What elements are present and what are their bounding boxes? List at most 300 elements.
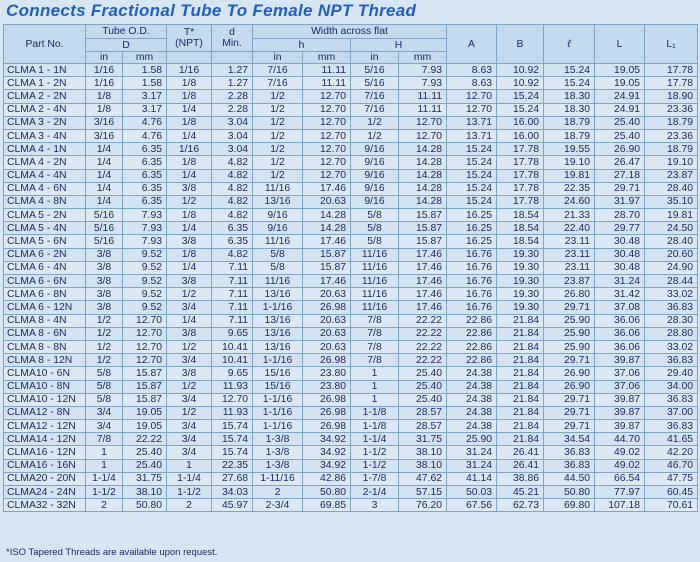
cell-h-small-in: 11/16 xyxy=(253,235,303,248)
cell-tube-od-in: 1/8 xyxy=(86,103,123,116)
cell-d-min: 6.35 xyxy=(212,235,253,248)
cell-l-script: 29.71 xyxy=(544,354,595,367)
cell-part-no: CLMA 5 - 2N xyxy=(4,209,86,222)
cell-d-min: 4.82 xyxy=(212,156,253,169)
cell-a: 16.25 xyxy=(447,209,497,222)
cell-h-small-in: 1-11/16 xyxy=(253,472,303,485)
cell-l1: 29.40 xyxy=(645,367,698,380)
cell-l: 37.06 xyxy=(595,380,645,393)
cell-l-script: 18.79 xyxy=(544,116,595,129)
cell-h-small-mm: 17.46 xyxy=(303,235,351,248)
cell-h-large-mm: 17.46 xyxy=(399,275,447,288)
cell-tube-od-in: 1/4 xyxy=(86,156,123,169)
cell-h-small-mm: 23.80 xyxy=(303,367,351,380)
cell-h-small-in: 1/2 xyxy=(253,129,303,142)
cell-tube-od-in: 5/8 xyxy=(86,393,123,406)
cell-d-min: 12.70 xyxy=(212,393,253,406)
cell-h-small-mm: 15.87 xyxy=(303,261,351,274)
header-h-small-mm: mm xyxy=(303,52,351,64)
cell-part-no: CLMA 2 - 2N xyxy=(4,90,86,103)
cell-l1: 24.50 xyxy=(645,222,698,235)
cell-d-min: 4.82 xyxy=(212,169,253,182)
cell-l: 37.06 xyxy=(595,367,645,380)
cell-h-small-in: 11/16 xyxy=(253,275,303,288)
cell-l1: 33.02 xyxy=(645,288,698,301)
table-row xyxy=(4,103,698,116)
cell-b: 16.00 xyxy=(497,129,544,142)
cell-b: 19.30 xyxy=(497,261,544,274)
cell-a: 13.71 xyxy=(447,129,497,142)
cell-d-min: 4.82 xyxy=(212,195,253,208)
cell-h-small-mm: 12.70 xyxy=(303,143,351,156)
cell-l-script: 36.83 xyxy=(544,446,595,459)
header-tube-in: in xyxy=(86,52,123,64)
cell-tube-od-mm: 9.52 xyxy=(123,288,167,301)
cell-h-large-mm: 17.46 xyxy=(399,248,447,261)
cell-l-script: 23.11 xyxy=(544,235,595,248)
table-row xyxy=(4,195,698,208)
cell-l-script: 29.71 xyxy=(544,420,595,433)
cell-h-large-mm: 38.10 xyxy=(399,459,447,472)
cell-a: 31.24 xyxy=(447,459,497,472)
cell-h-small-in: 1/2 xyxy=(253,116,303,129)
cell-h-large-mm: 14.28 xyxy=(399,182,447,195)
cell-l-script: 22.40 xyxy=(544,222,595,235)
header-d-blank xyxy=(212,52,253,64)
cell-h-small-mm: 12.70 xyxy=(303,169,351,182)
table-row xyxy=(4,459,698,472)
cell-h-large-mm: 14.28 xyxy=(399,156,447,169)
cell-l: 19.05 xyxy=(595,77,645,90)
cell-l-script: 15.24 xyxy=(544,77,595,90)
header-part-no: Part No. xyxy=(4,25,86,64)
cell-part-no: CLMA10 - 8N xyxy=(4,380,86,393)
header-h-large-mm: mm xyxy=(399,52,447,64)
cell-tube-od-in: 1/4 xyxy=(86,169,123,182)
cell-tube-od-in: 1/2 xyxy=(86,354,123,367)
cell-l: 44.70 xyxy=(595,433,645,446)
cell-t-npt: 1/16 xyxy=(167,64,212,77)
cell-b: 15.24 xyxy=(497,90,544,103)
cell-h-large-mm: 17.46 xyxy=(399,261,447,274)
cell-b: 21.84 xyxy=(497,327,544,340)
cell-h-small-mm: 23.80 xyxy=(303,380,351,393)
cell-part-no: CLMA 6 - 6N xyxy=(4,275,86,288)
cell-h-large-mm: 57.15 xyxy=(399,486,447,499)
cell-l1: 35.10 xyxy=(645,195,698,208)
cell-t-npt: 3/4 xyxy=(167,393,212,406)
cell-part-no: CLMA 2 - 4N xyxy=(4,103,86,116)
cell-tube-od-mm: 6.35 xyxy=(123,169,167,182)
table-row xyxy=(4,499,698,512)
header-d-min xyxy=(212,25,253,52)
cell-l: 29.77 xyxy=(595,222,645,235)
specifications-table xyxy=(3,24,698,512)
cell-t-npt: 1/2 xyxy=(167,406,212,419)
cell-part-no: CLMA 4 - 2N xyxy=(4,156,86,169)
cell-b: 21.84 xyxy=(497,367,544,380)
cell-d-min: 2.28 xyxy=(212,103,253,116)
cell-h-large-mm: 22.22 xyxy=(399,314,447,327)
cell-l: 31.42 xyxy=(595,288,645,301)
cell-h-large-in: 7/8 xyxy=(351,354,399,367)
cell-b: 17.78 xyxy=(497,156,544,169)
cell-h-small-mm: 20.63 xyxy=(303,195,351,208)
cell-t-npt: 3/8 xyxy=(167,235,212,248)
cell-t-npt: 1/4 xyxy=(167,261,212,274)
cell-h-large-in: 7/8 xyxy=(351,327,399,340)
cell-tube-od-mm: 6.35 xyxy=(123,195,167,208)
cell-part-no: CLMA 6 - 8N xyxy=(4,288,86,301)
cell-a: 22.86 xyxy=(447,354,497,367)
cell-h-small-mm: 26.98 xyxy=(303,393,351,406)
cell-h-large-mm: 11.11 xyxy=(399,90,447,103)
cell-a: 41.14 xyxy=(447,472,497,485)
cell-h-small-in: 1/2 xyxy=(253,156,303,169)
cell-t-npt: 1/2 xyxy=(167,288,212,301)
cell-d-min: 4.82 xyxy=(212,209,253,222)
cell-h-small-in: 1-1/16 xyxy=(253,406,303,419)
page-title: Connects Fractional Tube To Female NPT Thread xyxy=(6,1,417,20)
cell-h-large-mm: 38.10 xyxy=(399,446,447,459)
cell-tube-od-in: 1/16 xyxy=(86,64,123,77)
header-width-across-flat: Width across flat xyxy=(253,25,447,39)
cell-l1: 28.40 xyxy=(645,182,698,195)
cell-l-script: 29.71 xyxy=(544,301,595,314)
cell-l-script: 26.90 xyxy=(544,367,595,380)
cell-b: 21.84 xyxy=(497,380,544,393)
cell-a: 16.76 xyxy=(447,248,497,261)
cell-l1: 41.65 xyxy=(645,433,698,446)
cell-d-min: 15.74 xyxy=(212,420,253,433)
cell-d-min: 3.04 xyxy=(212,129,253,142)
cell-a: 24.38 xyxy=(447,420,497,433)
cell-tube-od-mm: 12.70 xyxy=(123,314,167,327)
cell-d-min: 10.41 xyxy=(212,340,253,353)
cell-d-min: 15.74 xyxy=(212,446,253,459)
cell-tube-od-in: 1/16 xyxy=(86,77,123,90)
cell-h-small-mm: 26.98 xyxy=(303,406,351,419)
cell-tube-od-mm: 19.05 xyxy=(123,406,167,419)
cell-b: 45.21 xyxy=(497,486,544,499)
header-l: L xyxy=(595,25,645,64)
cell-l-script: 19.81 xyxy=(544,169,595,182)
cell-h-small-in: 13/16 xyxy=(253,288,303,301)
cell-h-large-in: 1-1/8 xyxy=(351,406,399,419)
cell-h-small-mm: 12.70 xyxy=(303,156,351,169)
cell-t-npt: 3/8 xyxy=(167,327,212,340)
cell-a: 15.24 xyxy=(447,143,497,156)
cell-b: 19.30 xyxy=(497,248,544,261)
cell-a: 22.86 xyxy=(447,327,497,340)
cell-b: 21.84 xyxy=(497,433,544,446)
cell-a: 15.24 xyxy=(447,195,497,208)
cell-l1: 70.61 xyxy=(645,499,698,512)
cell-l1: 36.83 xyxy=(645,393,698,406)
cell-l: 29.71 xyxy=(595,182,645,195)
table-row xyxy=(4,327,698,340)
cell-t-npt: 1/8 xyxy=(167,209,212,222)
table-row xyxy=(4,156,698,169)
cell-tube-od-in: 1/8 xyxy=(86,90,123,103)
cell-l: 77.97 xyxy=(595,486,645,499)
cell-part-no: CLMA24 - 24N xyxy=(4,486,86,499)
cell-h-small-in: 13/16 xyxy=(253,327,303,340)
cell-h-large-mm: 15.87 xyxy=(399,235,447,248)
cell-tube-od-mm: 3.17 xyxy=(123,90,167,103)
cell-b: 21.84 xyxy=(497,393,544,406)
cell-t-npt: 1/2 xyxy=(167,380,212,393)
cell-l: 30.48 xyxy=(595,235,645,248)
table-row xyxy=(4,275,698,288)
cell-h-small-in: 1/2 xyxy=(253,143,303,156)
cell-l: 26.90 xyxy=(595,143,645,156)
table-row xyxy=(4,420,698,433)
cell-l: 39.87 xyxy=(595,393,645,406)
cell-h-small-in: 15/16 xyxy=(253,367,303,380)
cell-h-small-in: 13/16 xyxy=(253,314,303,327)
cell-l1: 36.83 xyxy=(645,301,698,314)
cell-tube-od-in: 5/16 xyxy=(86,222,123,235)
cell-tube-od-mm: 12.70 xyxy=(123,354,167,367)
cell-l1: 47.75 xyxy=(645,472,698,485)
cell-tube-od-mm: 15.87 xyxy=(123,367,167,380)
cell-h-small-in: 15/16 xyxy=(253,380,303,393)
header-h-small-in: in xyxy=(253,52,303,64)
cell-l: 39.87 xyxy=(595,406,645,419)
cell-t-npt: 1/2 xyxy=(167,340,212,353)
cell-h-small-mm: 12.70 xyxy=(303,90,351,103)
cell-l: 30.48 xyxy=(595,248,645,261)
header-h-small: h xyxy=(253,39,351,52)
header-t-symbol: T* xyxy=(183,27,195,38)
cell-h-large-in: 11/16 xyxy=(351,248,399,261)
cell-tube-od-mm: 50.80 xyxy=(123,499,167,512)
cell-part-no: CLMA 3 - 4N xyxy=(4,129,86,142)
header-b: B xyxy=(497,25,544,64)
cell-h-large-in: 9/16 xyxy=(351,195,399,208)
cell-h-large-in: 5/16 xyxy=(351,64,399,77)
cell-a: 15.24 xyxy=(447,182,497,195)
cell-a: 24.38 xyxy=(447,367,497,380)
table-row xyxy=(4,90,698,103)
cell-a: 16.76 xyxy=(447,301,497,314)
cell-a: 13.71 xyxy=(447,116,497,129)
cell-h-large-in: 11/16 xyxy=(351,275,399,288)
cell-a: 67.56 xyxy=(447,499,497,512)
cell-a: 8.63 xyxy=(447,64,497,77)
cell-t-npt: 3/4 xyxy=(167,301,212,314)
cell-h-small-mm: 26.98 xyxy=(303,420,351,433)
cell-h-small-mm: 14.28 xyxy=(303,209,351,222)
cell-h-large-in: 1 xyxy=(351,367,399,380)
cell-h-small-mm: 34.92 xyxy=(303,446,351,459)
header-t-npt-sub: (NPT) xyxy=(175,38,203,49)
cell-h-small-mm: 12.70 xyxy=(303,116,351,129)
cell-d-min: 11.93 xyxy=(212,406,253,419)
cell-d-min: 15.74 xyxy=(212,433,253,446)
cell-h-small-in: 7/16 xyxy=(253,77,303,90)
cell-h-large-in: 5/8 xyxy=(351,235,399,248)
table-row xyxy=(4,129,698,142)
cell-l-script: 24.60 xyxy=(544,195,595,208)
cell-t-npt: 1-1/4 xyxy=(167,472,212,485)
cell-part-no: CLMA14 - 12N xyxy=(4,433,86,446)
cell-l: 36.06 xyxy=(595,314,645,327)
cell-l1: 28.30 xyxy=(645,314,698,327)
cell-l: 24.91 xyxy=(595,90,645,103)
header-d-min-sub: Min. xyxy=(222,38,242,49)
cell-l-script: 34.54 xyxy=(544,433,595,446)
cell-h-large-mm: 12.70 xyxy=(399,116,447,129)
table-row xyxy=(4,261,698,274)
cell-d-min: 7.11 xyxy=(212,301,253,314)
cell-a: 25.90 xyxy=(447,433,497,446)
cell-l: 28.70 xyxy=(595,209,645,222)
cell-l-script: 25.90 xyxy=(544,340,595,353)
table-row xyxy=(4,182,698,195)
cell-l-script: 23.87 xyxy=(544,275,595,288)
cell-h-small-mm: 34.92 xyxy=(303,433,351,446)
cell-h-large-mm: 22.22 xyxy=(399,354,447,367)
cell-l1: 23.87 xyxy=(645,169,698,182)
cell-l: 27.18 xyxy=(595,169,645,182)
cell-tube-od-mm: 6.35 xyxy=(123,143,167,156)
cell-tube-od-mm: 4.76 xyxy=(123,116,167,129)
cell-h-small-mm: 20.63 xyxy=(303,327,351,340)
cell-h-large-mm: 17.46 xyxy=(399,288,447,301)
cell-part-no: CLMA 8 - 6N xyxy=(4,327,86,340)
table-row xyxy=(4,314,698,327)
cell-h-small-mm: 69.85 xyxy=(303,499,351,512)
cell-l-script: 23.11 xyxy=(544,248,595,261)
cell-t-npt: 1/8 xyxy=(167,248,212,261)
cell-tube-od-in: 1-1/2 xyxy=(86,486,123,499)
header-tube-mm: mm xyxy=(123,52,167,64)
cell-h-large-mm: 14.28 xyxy=(399,169,447,182)
cell-part-no: CLMA 8 - 8N xyxy=(4,340,86,353)
table-row xyxy=(4,64,698,77)
cell-b: 62.73 xyxy=(497,499,544,512)
cell-tube-od-mm: 9.52 xyxy=(123,248,167,261)
header-a: A xyxy=(447,25,497,64)
cell-h-small-in: 1-3/8 xyxy=(253,433,303,446)
cell-h-small-in: 9/16 xyxy=(253,209,303,222)
cell-a: 22.86 xyxy=(447,314,497,327)
table-body xyxy=(4,64,698,512)
cell-a: 16.76 xyxy=(447,288,497,301)
cell-h-large-mm: 28.57 xyxy=(399,406,447,419)
cell-l: 31.97 xyxy=(595,195,645,208)
cell-h-large-mm: 14.28 xyxy=(399,195,447,208)
cell-l-script: 18.30 xyxy=(544,90,595,103)
cell-h-small-in: 1-3/8 xyxy=(253,459,303,472)
cell-l-script: 18.79 xyxy=(544,129,595,142)
cell-h-small-mm: 20.63 xyxy=(303,288,351,301)
cell-t-npt: 1 xyxy=(167,459,212,472)
cell-t-npt: 1/4 xyxy=(167,129,212,142)
cell-tube-od-mm: 19.05 xyxy=(123,420,167,433)
cell-l1: 28.40 xyxy=(645,235,698,248)
cell-h-small-mm: 17.46 xyxy=(303,182,351,195)
cell-b: 17.78 xyxy=(497,195,544,208)
cell-tube-od-in: 1/4 xyxy=(86,143,123,156)
cell-tube-od-in: 3/16 xyxy=(86,116,123,129)
table-row xyxy=(4,340,698,353)
cell-part-no: CLMA10 - 6N xyxy=(4,367,86,380)
cell-tube-od-in: 1/4 xyxy=(86,182,123,195)
cell-b: 21.84 xyxy=(497,420,544,433)
cell-d-min: 1.27 xyxy=(212,77,253,90)
cell-h-small-mm: 42.86 xyxy=(303,472,351,485)
cell-l: 30.48 xyxy=(595,261,645,274)
cell-l-script: 23.11 xyxy=(544,261,595,274)
cell-a: 31.24 xyxy=(447,446,497,459)
cell-h-small-in: 9/16 xyxy=(253,222,303,235)
cell-h-small-mm: 12.70 xyxy=(303,103,351,116)
cell-t-npt: 3/4 xyxy=(167,446,212,459)
cell-h-large-in: 2-1/4 xyxy=(351,486,399,499)
cell-h-small-in: 1-1/16 xyxy=(253,354,303,367)
cell-d-min: 4.82 xyxy=(212,248,253,261)
cell-h-large-in: 11/16 xyxy=(351,288,399,301)
table-row xyxy=(4,301,698,314)
cell-tube-od-mm: 7.93 xyxy=(123,222,167,235)
cell-tube-od-in: 3/8 xyxy=(86,275,123,288)
cell-l: 39.87 xyxy=(595,420,645,433)
cell-t-npt: 1/4 xyxy=(167,169,212,182)
cell-l-script: 44.50 xyxy=(544,472,595,485)
header-t-npt xyxy=(167,25,212,52)
cell-h-large-in: 7/16 xyxy=(351,103,399,116)
cell-h-small-mm: 26.98 xyxy=(303,301,351,314)
cell-b: 19.30 xyxy=(497,301,544,314)
cell-part-no: CLMA 6 - 2N xyxy=(4,248,86,261)
cell-tube-od-in: 1-1/4 xyxy=(86,472,123,485)
cell-d-min: 45.97 xyxy=(212,499,253,512)
cell-tube-od-mm: 12.70 xyxy=(123,340,167,353)
cell-part-no: CLMA12 - 8N xyxy=(4,406,86,419)
cell-tube-od-mm: 22.22 xyxy=(123,433,167,446)
cell-tube-od-mm: 1.58 xyxy=(123,77,167,90)
cell-d-min: 7.11 xyxy=(212,288,253,301)
cell-tube-od-in: 3/16 xyxy=(86,129,123,142)
cell-tube-od-mm: 25.40 xyxy=(123,446,167,459)
cell-tube-od-in: 3/8 xyxy=(86,301,123,314)
cell-part-no: CLMA16 - 12N xyxy=(4,446,86,459)
cell-part-no: CLMA 5 - 4N xyxy=(4,222,86,235)
cell-tube-od-mm: 3.17 xyxy=(123,103,167,116)
cell-h-small-in: 7/16 xyxy=(253,64,303,77)
cell-tube-od-in: 1/4 xyxy=(86,195,123,208)
table-row xyxy=(4,235,698,248)
cell-tube-od-in: 7/8 xyxy=(86,433,123,446)
cell-tube-od-in: 1 xyxy=(86,459,123,472)
cell-b: 21.84 xyxy=(497,354,544,367)
cell-tube-od-in: 5/8 xyxy=(86,367,123,380)
cell-d-min: 7.11 xyxy=(212,275,253,288)
cell-t-npt: 3/4 xyxy=(167,354,212,367)
cell-l1: 34.00 xyxy=(645,380,698,393)
cell-a: 16.76 xyxy=(447,261,497,274)
cell-h-large-mm: 12.70 xyxy=(399,129,447,142)
cell-d-min: 1.27 xyxy=(212,64,253,77)
cell-t-npt: 1-1/2 xyxy=(167,486,212,499)
cell-h-small-mm: 26.98 xyxy=(303,354,351,367)
cell-tube-od-mm: 25.40 xyxy=(123,459,167,472)
cell-h-large-in: 9/16 xyxy=(351,156,399,169)
cell-b: 10.92 xyxy=(497,77,544,90)
